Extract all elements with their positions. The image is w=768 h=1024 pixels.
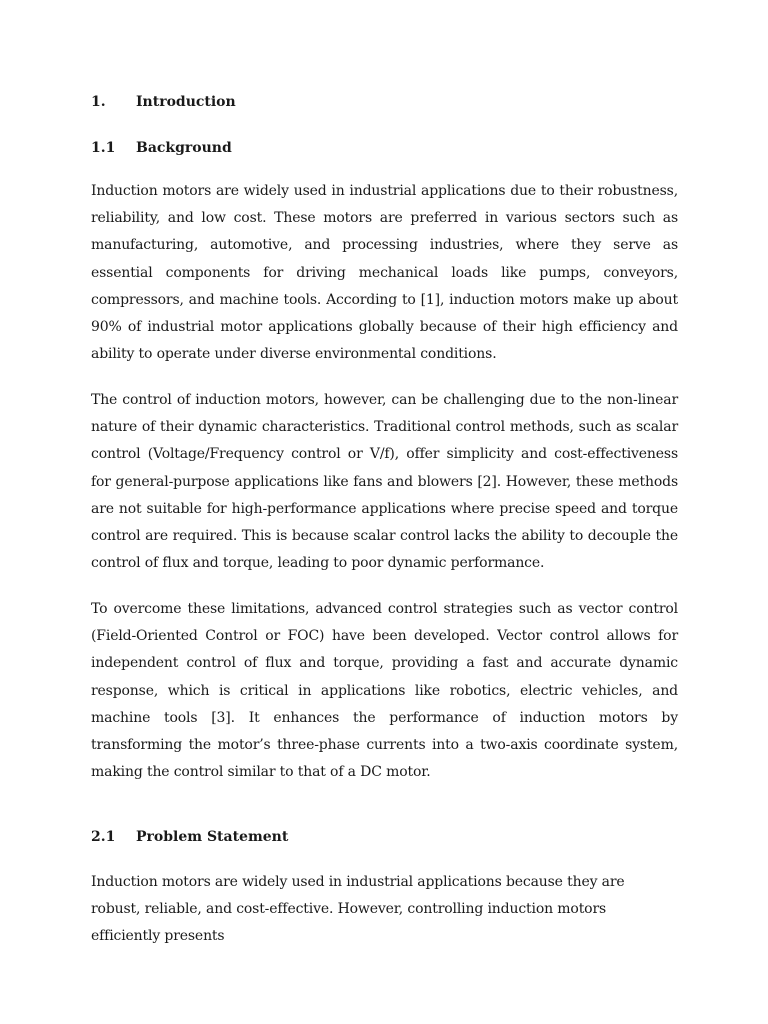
- section-title: Problem Statement: [136, 829, 289, 845]
- paragraph-background-3: To overcome these limitations, advanced control strategies such as vector control (Field-Oriented Control or FOC) have been developed. Vector control allows for independent control of flux and torque, providing a fast and accurate dynamic response, which is critical in applications like robotics, electric vehicles, and machine tools [3]. It enhances the performance of induction motors by transforming the motor’s three-phase currents into a two-axis coordinate system, making the control similar to that of a DC motor.: [91, 601, 678, 781]
- paragraph-problem-statement-1: Induction motors are widely used in industrial applications because they are robust, reliable, and cost-effective. However, controlling induction motors efficiently presents: [91, 874, 625, 945]
- section-heading-introduction: [91, 93, 236, 111]
- section-title: Background: [136, 140, 232, 156]
- section-heading-problem-statement: [91, 828, 288, 846]
- paragraph-background-2: The control of induction motors, however, can be challenging due to the non-linear nature of their dynamic characteristics. Traditional control methods, such as scalar control (Voltage/Frequency control or V/f), offer simplicity and cost-effectiveness for general-purpose applications like fans and blowers [2]. However, these methods are not suitable for high-performance applications where precise speed and torque control are required. This is because scalar control lacks the ability to decouple the control of flux and torque, leading to poor dynamic performance.: [91, 392, 678, 572]
- section-heading-background: [91, 139, 232, 157]
- paragraph-background-1: Induction motors are widely used in industrial applications due to their robustness, reliability, and low cost. These motors are preferred in various sectors such as manufacturing, automotive, and processing industries, where they serve as essential components for driving mechanical loads like pumps, conveyors, compressors, and machine tools. According to [1], induction motors make up about 90% of industrial motor applications globally because of their high efficiency and ability to operate under diverse environmental conditions.: [91, 183, 678, 363]
- section-number: 1.1: [91, 140, 116, 156]
- section-number: 2.1: [91, 829, 116, 845]
- section-title: Introduction: [136, 94, 236, 110]
- section-number: 1.: [91, 94, 106, 110]
